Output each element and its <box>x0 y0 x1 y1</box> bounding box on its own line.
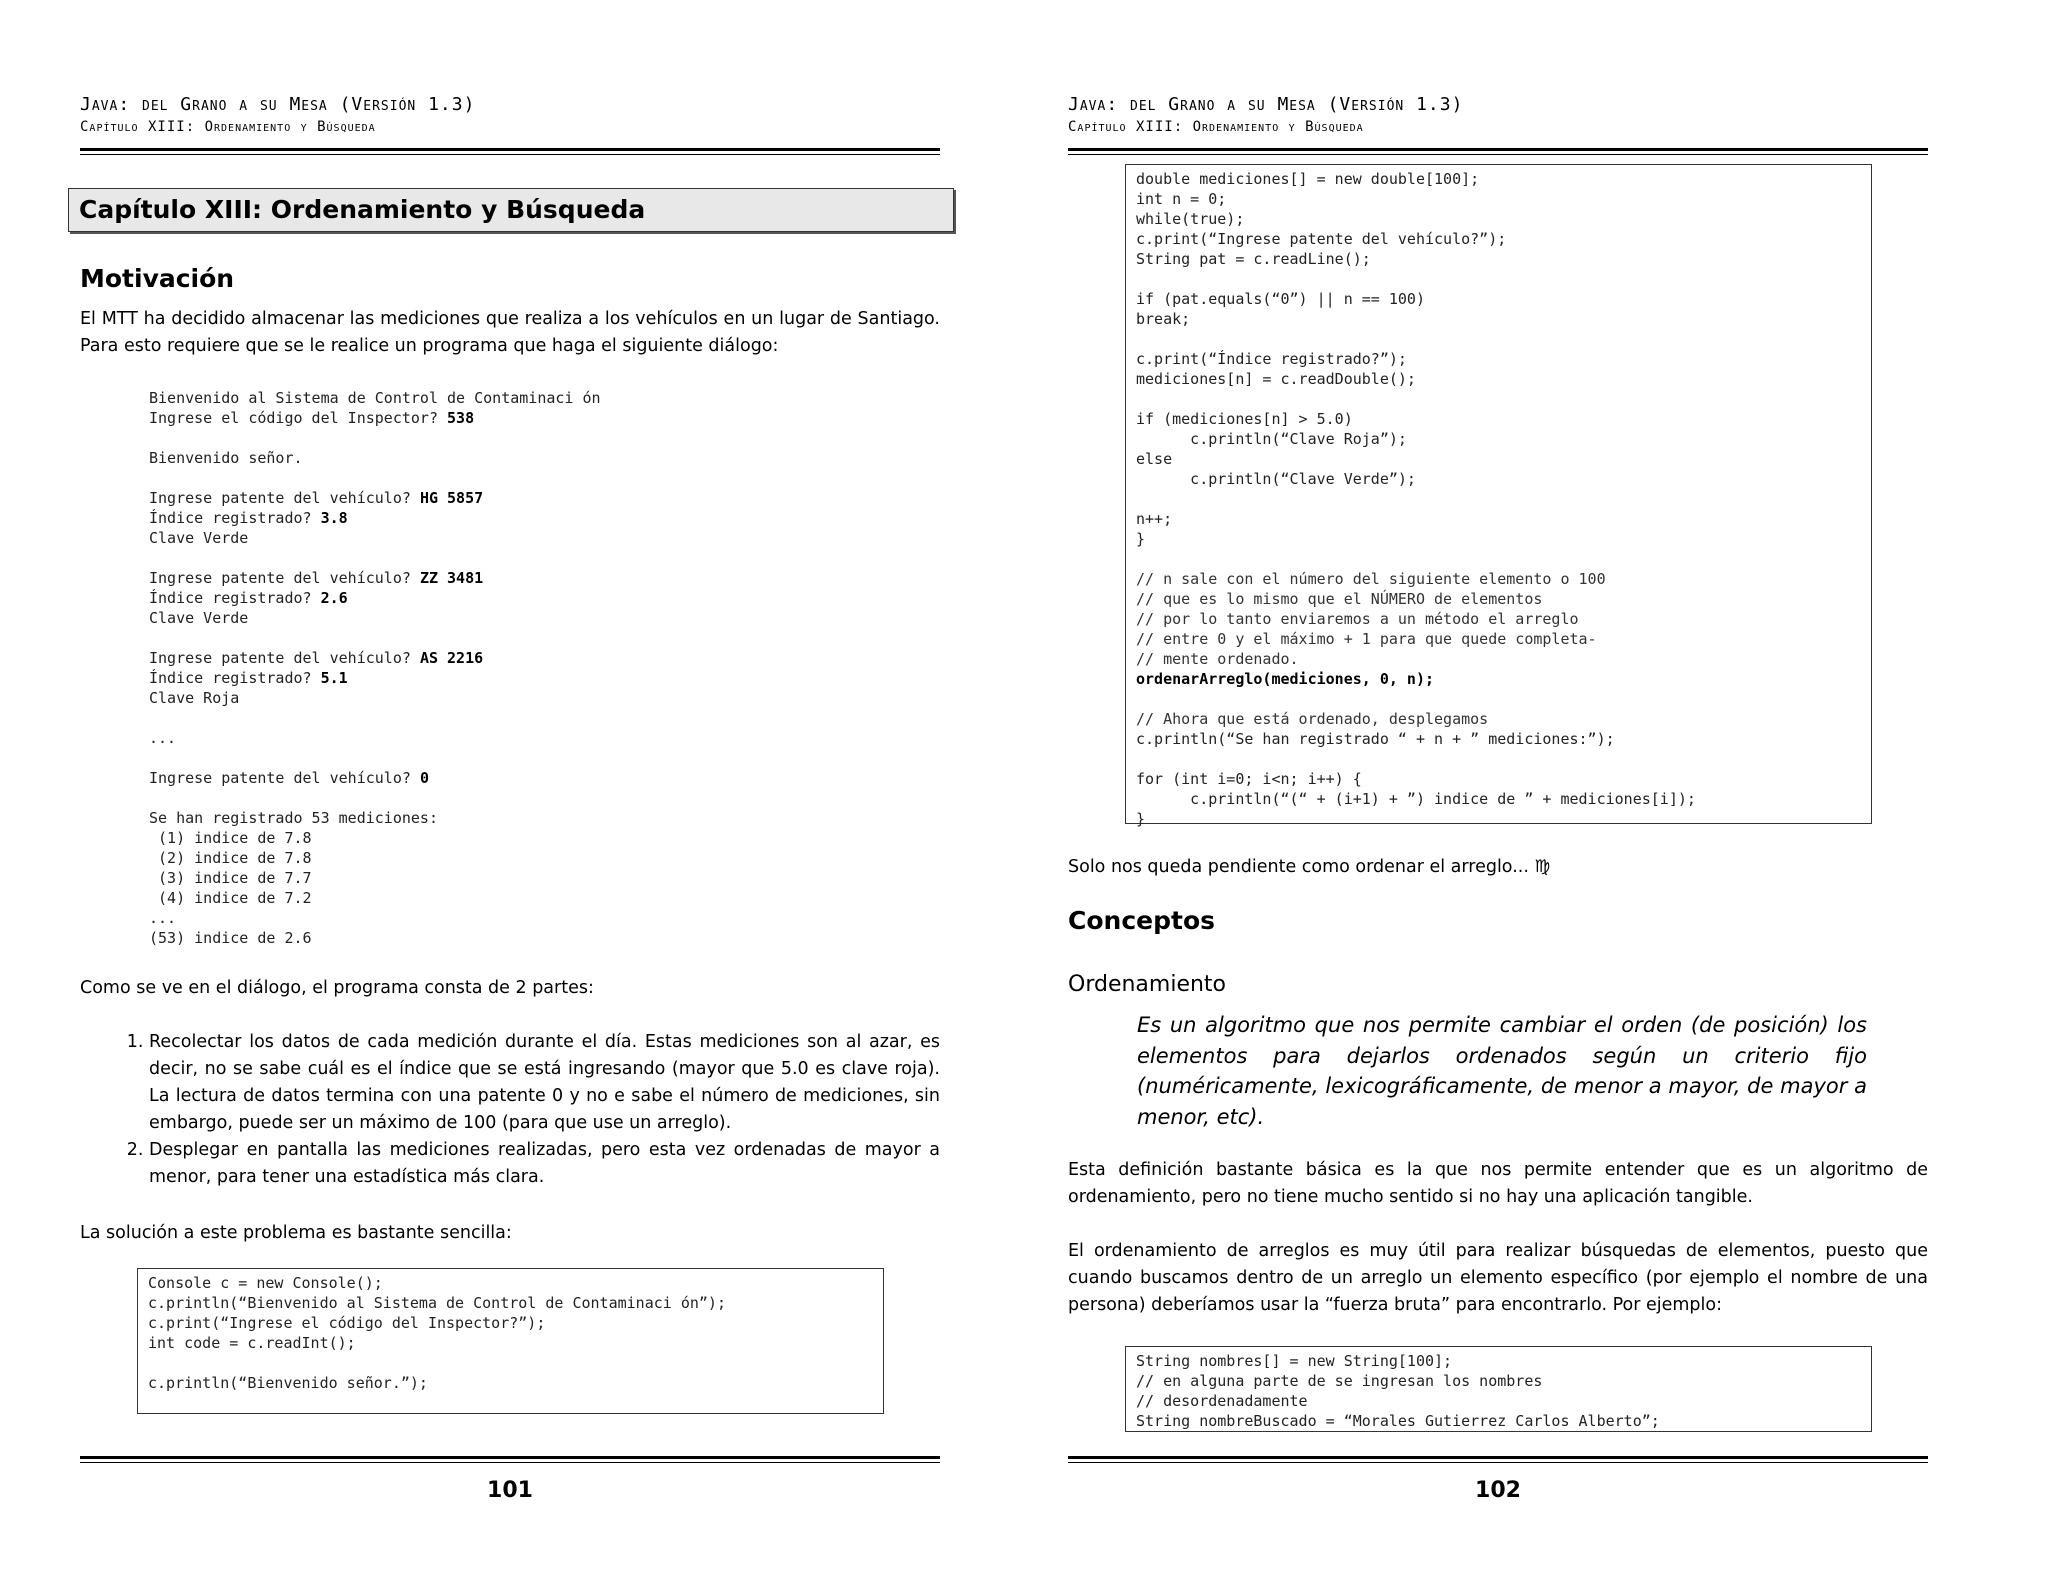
code-line: if (mediciones[n] > 5.0) <box>1136 410 1353 428</box>
dialog-line <box>149 768 601 788</box>
solution-intro: La solución a este problema es bastante sencilla: <box>80 1223 512 1243</box>
intro-paragraph: El MTT ha decidido almacenar las mediciones que realiza a los vehículos en un lugar de Santiago. Para esto requiere que se le realice un programa que haga el siguiente diálogo: <box>80 309 940 356</box>
dialog-line <box>149 648 601 668</box>
dialog-prompt: Clave Roja <box>149 689 240 707</box>
pending-note: Solo nos queda pendiente como ordenar el arreglo... ♍ <box>1068 857 1551 877</box>
code-listing <box>148 1273 726 1393</box>
paragraph-definition-note: Esta definición bastante básica es la que nos permite entender que es un algoritmo de ordenamiento, pero no tiene mucho sentido si no hay una aplicación tangible. <box>1068 1160 1928 1207</box>
dialog-line <box>149 668 601 688</box>
page-number: 102 <box>1475 1478 1521 1503</box>
dialog-line <box>149 488 601 508</box>
concepts-heading: Conceptos <box>1068 906 1215 935</box>
dialog-line <box>149 428 601 448</box>
dialog-prompt: Índice registrado? <box>149 589 321 607</box>
dialog-line <box>149 508 601 528</box>
dialog-line <box>149 928 601 948</box>
dialog-prompt: (3) indice de 7.7 <box>149 869 312 887</box>
parts-intro: Como se ve en el diálogo, el programa consta de 2 partes: <box>80 978 594 998</box>
code-line: String nombres[] = new String[100]; <box>1136 1352 1453 1370</box>
dialog-line <box>149 468 601 488</box>
code-line <box>1136 689 1696 709</box>
dialog-line <box>149 748 601 768</box>
code-line: // entre 0 y el máximo + 1 para que quede completa- <box>1136 630 1597 648</box>
dialog-line <box>149 588 601 608</box>
dialog-transcript <box>149 388 601 948</box>
code-line: double mediciones[] = new double[100]; <box>1136 170 1480 188</box>
header-rule-thin <box>80 154 940 155</box>
dialog-line <box>149 408 601 428</box>
dialog-line <box>149 608 601 628</box>
sorting-heading: Ordenamiento <box>1068 972 1227 997</box>
left-page <box>80 0 940 1582</box>
dialog-line <box>149 388 601 408</box>
dialog-line <box>149 728 601 748</box>
code-line: c.println(“(“ + (i+1) + ”) indice de ” + mediciones[i]); <box>1136 790 1696 808</box>
motivation-heading: Motivación <box>80 264 235 293</box>
dialog-line <box>149 888 601 908</box>
code-block <box>137 1268 884 1414</box>
step-item: 2. Desplegar en pantalla las mediciones realizadas, pero esta vez ordenadas de mayor a menor, para tener una estadística más clara. <box>149 1137 940 1191</box>
code-line: c.println(“Bienvenido al Sistema de Control de Contaminaci ón”); <box>148 1294 726 1312</box>
header-rule <box>80 148 940 151</box>
footer-rule-thin <box>80 1462 940 1463</box>
code-line: c.println(“Clave Roja”); <box>1136 430 1407 448</box>
dialog-user-input: 0 <box>419 769 429 787</box>
code-line: c.println(“Bienvenido señor.”); <box>148 1374 428 1392</box>
code-line <box>148 1353 726 1373</box>
dialog-prompt: Clave Verde <box>149 609 249 627</box>
running-header-title: Java: del Grano a su Mesa (Versión 1.3) <box>80 94 476 115</box>
code-line: else <box>1136 450 1173 468</box>
code-line: Console c = new Console(); <box>148 1274 383 1292</box>
code-listing <box>1136 169 1696 829</box>
code-line <box>1136 269 1696 289</box>
code-line: mediciones[n] = c.readDouble(); <box>1136 370 1416 388</box>
dialog-user-input: ZZ 3481 <box>419 569 484 587</box>
dialog-line <box>149 628 601 648</box>
header-rule <box>1068 148 1928 151</box>
dialog-prompt: ... <box>149 729 177 747</box>
code-line <box>1136 389 1696 409</box>
dialog-prompt: Bienvenido al Sistema de Control de Contaminaci ón <box>149 389 601 407</box>
chapter-title-box <box>68 188 954 232</box>
code-line: // n sale con el número del siguiente elemento o 100 <box>1136 570 1606 588</box>
paragraph-search: El ordenamiento de arreglos es muy útil para realizar búsquedas de elementos, puesto que cuando buscamos dentro de un arreglo un elemento específico (por ejemplo el nombre de una persona) deberíamos usar la “fuerza bruta” para encontrarlo. Por ejemplo: <box>1068 1241 1928 1315</box>
dialog-line <box>149 788 601 808</box>
dialog-prompt: Índice registrado? <box>149 509 321 527</box>
code-line <box>1136 549 1696 569</box>
dialog-prompt: Bienvenido señor. <box>149 449 303 467</box>
dialog-prompt: Ingrese patente del vehículo? <box>149 769 420 787</box>
code-line: int code = c.readInt(); <box>148 1334 356 1352</box>
dialog-prompt: (4) indice de 7.2 <box>149 889 312 907</box>
running-header-title: Java: del Grano a su Mesa (Versión 1.3) <box>1068 94 1464 115</box>
header-rule-thin <box>1068 154 1928 155</box>
code-line: String pat = c.readLine(); <box>1136 250 1371 268</box>
dialog-prompt: Ingrese patente del vehículo? <box>149 569 420 587</box>
code-line: // mente ordenado. <box>1136 650 1299 668</box>
code-listing <box>1136 1351 1660 1431</box>
dialog-prompt: Ingrese el código del Inspector? <box>149 409 448 427</box>
dialog-user-input: AS 2216 <box>419 649 484 667</box>
code-block <box>1125 1346 1872 1432</box>
dialog-line <box>149 708 601 728</box>
sorting-definition: Es un algoritmo que nos permite cambiar el orden (de posición) los elementos para dejarlos ordenados según un criterio fijo (numéricamente, lexicográficamente, de menor a mayor, de mayor a menor, etc). <box>1137 1013 1867 1129</box>
page-number: 101 <box>487 1478 533 1503</box>
code-line: for (int i=0; i<n; i++) { <box>1136 770 1362 788</box>
dialog-line <box>149 528 601 548</box>
code-line: int n = 0; <box>1136 190 1227 208</box>
dialog-line <box>149 548 601 568</box>
code-line: // que es lo mismo que el NÚMERO de elementos <box>1136 590 1543 608</box>
footer-rule-thin <box>1068 1462 1928 1463</box>
code-line: c.print(“Índice registrado?”); <box>1136 350 1407 368</box>
code-line <box>1136 329 1696 349</box>
dialog-user-input: 5.1 <box>320 669 348 687</box>
code-line: ordenarArreglo(mediciones, 0, n); <box>1136 670 1435 688</box>
code-block <box>1125 164 1872 828</box>
chapter-title: Capítulo XIII: Ordenamiento y Búsqueda <box>79 195 646 224</box>
right-page <box>1068 0 1928 1582</box>
dialog-line <box>149 848 601 868</box>
dialog-line <box>149 828 601 848</box>
code-line: c.print(“Ingrese patente del vehículo?”); <box>1136 230 1507 248</box>
code-line: while(true); <box>1136 210 1245 228</box>
dialog-prompt: (2) indice de 7.8 <box>149 849 312 867</box>
dialog-prompt: Clave Verde <box>149 529 249 547</box>
code-line: c.println(“Se han registrado “ + n + ” mediciones:”); <box>1136 730 1615 748</box>
dialog-prompt: (1) indice de 7.8 <box>149 829 312 847</box>
step-item: 1. Recolectar los datos de cada medición durante el día. Estas mediciones son al azar, es decir, no se sabe cuál es el índice que se está ingresando (mayor que 5.0 es clave roja). La lectura de datos termina con una patente 0 y no e sabe el número de mediciones, sin embargo, puede ser un máximo de 100 (para que use un arreglo). <box>149 1029 940 1137</box>
dialog-user-input: 2.6 <box>320 589 348 607</box>
dialog-prompt: (53) indice de 2.6 <box>149 929 312 947</box>
dialog-prompt: Se han registrado 53 mediciones: <box>149 809 438 827</box>
running-header-subtitle: Capítulo XIII: Ordenamiento y Búsqueda <box>1068 119 1364 135</box>
dialog-prompt: Ingrese patente del vehículo? <box>149 489 420 507</box>
dialog-line <box>149 908 601 928</box>
code-line: c.println(“Clave Verde”); <box>1136 470 1416 488</box>
code-line: // desordenadamente <box>1136 1392 1308 1410</box>
dialog-line <box>149 868 601 888</box>
code-line: // Ahora que está ordenado, desplegamos <box>1136 710 1489 728</box>
code-line <box>1136 749 1696 769</box>
dialog-user-input: 538 <box>447 409 475 427</box>
dialog-prompt: Índice registrado? <box>149 669 321 687</box>
footer-rule <box>80 1456 940 1459</box>
code-line: } <box>1136 810 1146 828</box>
dialog-line <box>149 808 601 828</box>
code-line: // en alguna parte de se ingresan los nombres <box>1136 1372 1543 1390</box>
code-line: } <box>1136 530 1146 548</box>
code-line: String nombreBuscado = “Morales Gutierrez Carlos Alberto”; <box>1136 1412 1660 1430</box>
dialog-line <box>149 688 601 708</box>
dialog-line <box>149 448 601 468</box>
dialog-prompt: ... <box>149 909 177 927</box>
code-line: break; <box>1136 310 1191 328</box>
code-line <box>1136 489 1696 509</box>
dialog-line <box>149 568 601 588</box>
dialog-user-input: HG 5857 <box>419 489 484 507</box>
code-line: c.print(“Ingrese el código del Inspector?”); <box>148 1314 546 1332</box>
code-line: n++; <box>1136 510 1173 528</box>
code-line: // por lo tanto enviaremos a un método el arreglo <box>1136 610 1579 628</box>
steps-list <box>80 1029 940 1191</box>
footer-rule <box>1068 1456 1928 1459</box>
dialog-user-input: 3.8 <box>320 509 348 527</box>
dialog-prompt: Ingrese patente del vehículo? <box>149 649 420 667</box>
running-header-subtitle: Capítulo XIII: Ordenamiento y Búsqueda <box>80 119 376 135</box>
code-line: if (pat.equals(“0”) || n == 100) <box>1136 290 1425 308</box>
